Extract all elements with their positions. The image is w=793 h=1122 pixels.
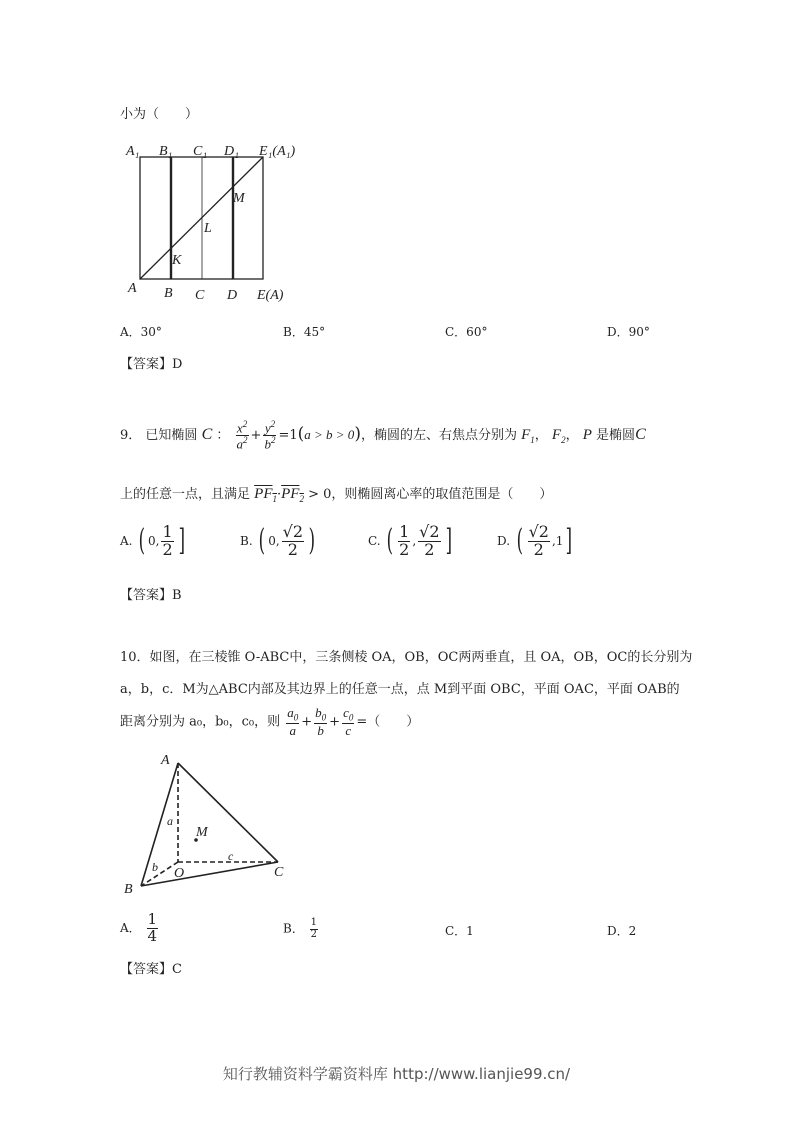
- q8-label-d1: D₁: [224, 144, 239, 159]
- q10-frac-b0-b: $\frac{b_0}{b}$: [315, 705, 327, 739]
- q8-option-a[interactable]: A．30°: [120, 325, 162, 339]
- q8-unfolded-prism-figure: [118, 135, 318, 310]
- q8-option-d[interactable]: D．90°: [607, 325, 650, 339]
- q9-text2: ，椭圆的左、右焦点分别为: [360, 427, 517, 443]
- q10-line1: 如图，在三棱锥 O-ABC中，三条侧棱 OA，OB，OC两两垂直，且 OA，OB，OC的长分别为: [149, 650, 693, 665]
- q8-label-l: L: [204, 221, 212, 236]
- q9-option-b-label: B.: [240, 533, 253, 548]
- q9-vector-pf1: $PF_1$: [254, 486, 277, 504]
- q10-stem-line3: 距离分别为 a₀，b₀，c₀，则 $\frac{a_0}{a}$ + $\frac{b_0}{b}$ + $\frac{c_0}{c}$ =（ ）: [120, 705, 420, 739]
- q9-stem-line1: 9． 已知椭圆 C ： $\frac{x^2}{a^2}$ + $\frac{y^2}{b^2}$ =1(a > b > 0)，椭圆的左、右焦点分别为 $F_1$， $F_2$， P 是椭圆C: [120, 419, 646, 452]
- q9-frac-y2-b2: $\frac{y^2}{b^2}$: [264, 419, 276, 452]
- q10-label-edge-c: c: [228, 849, 234, 863]
- q9-colon: ：: [216, 427, 230, 443]
- q10-edge-ac: [178, 763, 278, 862]
- q10-option-c[interactable]: C．1: [445, 924, 474, 938]
- q9-ellipse-name: C: [201, 425, 213, 443]
- q9-text3: 是椭圆: [596, 427, 636, 443]
- q9-eq-rhs: =1: [278, 427, 298, 443]
- q10-option-a-label: A．: [120, 920, 141, 935]
- q9-condition: a > b > 0: [304, 426, 355, 442]
- q9-p: P: [582, 426, 592, 443]
- q10-option-b[interactable]: [283, 918, 320, 940]
- q8-label-b1: B₁: [159, 144, 173, 159]
- q10-frac-a0-a: $\frac{a_0}{a}$: [287, 705, 299, 739]
- q8-label-b: B: [164, 286, 173, 301]
- q9-number: 9．: [120, 427, 142, 443]
- q8-label-e1: E₁(A₁): [259, 144, 296, 159]
- q10-label-o: O: [174, 866, 185, 881]
- q10-option-d[interactable]: D．2: [607, 924, 637, 938]
- q10-label-b: B: [124, 882, 133, 897]
- q8-label-m: M: [233, 191, 245, 206]
- q8-stem-tail: 小为（ ）: [120, 107, 199, 122]
- q9-answer: 【答案】B: [120, 588, 182, 603]
- q9-option-b[interactable]: B. ( 0, $\frac{√2}{2}$ ): [240, 522, 316, 559]
- q9-f2: $F_2$: [551, 426, 566, 445]
- q8-label-c1: C₁: [193, 144, 208, 159]
- q10-label-a: A: [161, 753, 170, 768]
- q10-label-c: C: [274, 865, 284, 880]
- q10-tetrahedron-figure: [118, 750, 298, 900]
- q10-option-b-frac: $\frac{1}{2}$: [310, 917, 318, 940]
- q10-label-m: M: [196, 825, 208, 840]
- q10-line3: 距离分别为 a₀，b₀，c₀，则: [120, 714, 281, 730]
- q10-number: 10．: [120, 650, 150, 665]
- q8-label-c: C: [195, 288, 205, 303]
- q8-label-a1: A₁: [126, 144, 140, 159]
- q10-option-b-label: B．: [283, 921, 304, 936]
- q10-frac-c0-c: $\frac{c_0}{c}$: [343, 705, 354, 739]
- q10-answer: 【答案】C: [120, 962, 182, 977]
- q9-text1: 已知椭圆: [145, 427, 198, 443]
- q9-vector-pf2: $PF_2$: [281, 486, 304, 504]
- q8-option-c[interactable]: C．60°: [445, 325, 488, 339]
- q8-diagonal: [140, 157, 263, 279]
- q10-stem-line1: [120, 646, 692, 665]
- q10-edge-bc: [141, 862, 278, 886]
- q9-option-a[interactable]: A. ( 0, $\frac{1}{2}$ ]: [120, 522, 185, 559]
- q10-eq-tail: =（ ）: [356, 714, 420, 730]
- q9-option-a-label: A.: [120, 533, 133, 548]
- q9-text4: 上的任意一点，且满足: [120, 487, 251, 502]
- q9-option-d-label: D.: [497, 533, 511, 548]
- q9-option-d[interactable]: D. ( $\frac{√2}{2}$ ,1]: [497, 522, 573, 559]
- q9-gt0: > 0: [308, 487, 332, 502]
- footer-source: 知行教辅资料学霸资料库 http://www.lianjie99.cn/: [222, 1065, 571, 1083]
- q8-option-b[interactable]: B．45°: [283, 325, 326, 339]
- q8-label-d: D: [227, 288, 238, 303]
- q8-label-e: E(A): [257, 288, 284, 303]
- q9-text5: ，则椭圆离心率的取值范围是（ ）: [331, 487, 553, 502]
- q9-f1: $F_1$: [521, 426, 535, 445]
- q10-stem-line2: a，b，c．M为△ABC内部及其边界上的任意一点，点 M到平面 OBC，平面 OAC，平面 OAB的: [120, 682, 680, 697]
- q9-frac-x2-a2: $\frac{x^2}{a^2}$: [236, 419, 248, 452]
- q10-option-a[interactable]: [120, 912, 160, 945]
- q10-label-edge-b: b: [152, 860, 158, 874]
- q9-stem-line2: 上的任意一点，且满足 $PF_1\cdot PF_2 > 0$，则椭圆离心率的取值范围是（ ）: [120, 486, 553, 504]
- q10-option-a-frac: $\frac{1}{4}$: [147, 910, 158, 945]
- q9-option-c-label: C.: [368, 533, 381, 548]
- q8-label-a: A: [128, 281, 137, 296]
- q8-answer: 【答案】D: [120, 357, 183, 372]
- q9-option-c[interactable]: C. ( $\frac{1}{2}$ , $\frac{√2}{2}$ ]: [368, 522, 452, 559]
- q10-label-edge-a: a: [167, 814, 173, 828]
- q8-label-k: K: [172, 253, 182, 268]
- q9-ellipse-name-2: C: [635, 425, 646, 443]
